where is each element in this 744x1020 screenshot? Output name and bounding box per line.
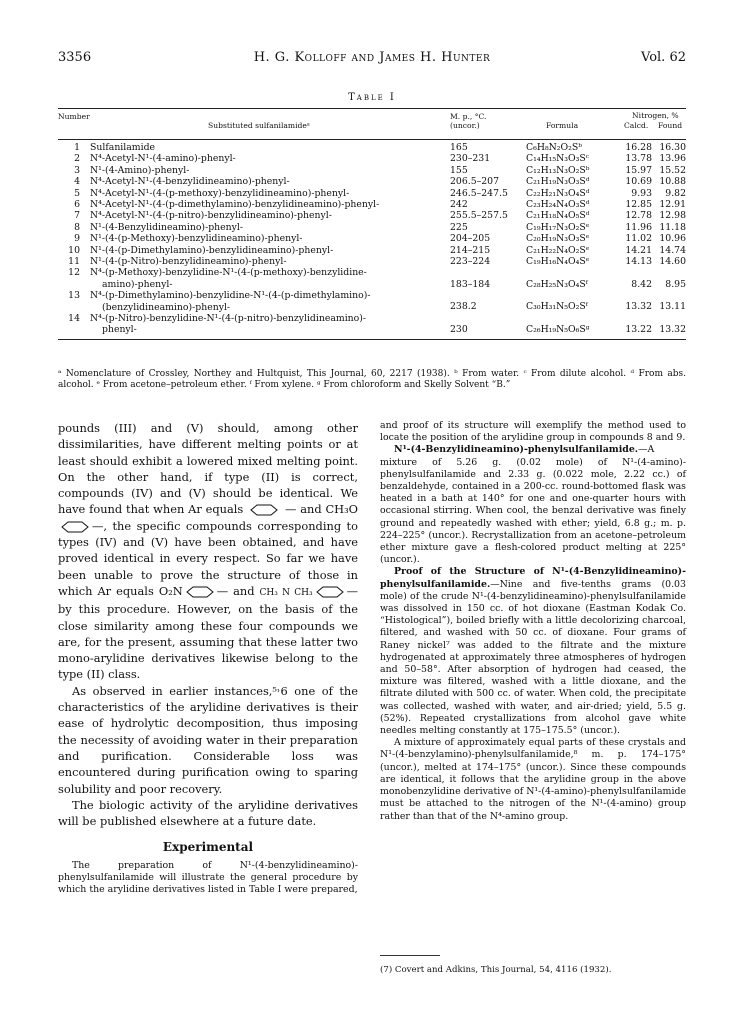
table-title: Table I — [348, 92, 396, 103]
paragraph: Proof of the Structure of N¹-(4-Benzylidineamino)-phenylsulfanilamide.—Nine and five-tenths grams (0.03 mole) of the crude N¹-(4-benzylidineamino)-phenylsulfanilamide was dissolved in 150 cc. of hot dioxane (Eastman Kodak Co. “Histological”), boiled briefly with a little decolorizing charcoal, filtered, and washed with 50 cc. of dioxane. Four grams of Raney nickel⁷ was added to the filtrate and the mixture hydrogenated at approximately three atmospheres of hydrogen and 50–58°. After absorption of hydrogen had ceased, the mixture was filtered, washed with a little dioxane, and the filtrate diluted with 500 cc. of water. When cold, the precipitate was collected, washed with water, and air-dried; yield, 5.5 g. (52%). Repeated crystallizations from alcohol gave white needles melting constantly at 175–175.5° (uncor.). — [380, 566, 686, 737]
table-row — [58, 142, 686, 153]
cell-mp: 165 — [450, 142, 468, 153]
paragraph: N¹-(4-Benzylidineamino)-phenylsulfanilamide.—A mixture of 5.26 g. (0.02 mole) of N¹-(4-amino)-phenylsulfanilamide and 2.33 g. (0.022 mole, 2.22 cc.) of benzaldehyde, contained in a 200-cc. round-bottomed flask was heated in a bath at 140° for one and one-quarter hours with occasional stirring. When cool, the benzal derivative was finely ground and repeatedly washed with ether; yield, 6.8 g.; m. p. 224–225° (uncor.). Recrystallization from an acetone–petroleum ether mixture gave a flesh-colored product melting at 225° (uncor.). — [380, 444, 686, 566]
col-number: Number — [58, 112, 90, 121]
cell-found: 9.82 — [665, 187, 686, 199]
col-substituted: Substituted sulfanilamideᵃ — [208, 121, 310, 130]
compound-name: N⁴-Acetyl-N¹-(4-(p-nitro)-benzylidineamino)-phenyl- — [90, 210, 332, 222]
cell-formula: C₂₀H₁₉N₃O₃Sᵉ — [526, 233, 590, 245]
cell-calcd: 11.96 — [625, 221, 652, 233]
compound-name: N⁴-(p-Nitro)-benzylidine-N¹-(4-(p-nitro)-benzylidineamino)- phenyl- — [90, 312, 367, 336]
paragraph: pounds (III) and (V) should, among other dissimilarities, have different melting points or at least should exhibit a lowered mixed melting point. On the other hand, if type (II) is correct, compounds (IV) and (V) should be identical. We have found that when Ar equals — and CH₃O—, the specific compounds corresponding to types (IV) and (V) have been obtained, and have proved identical in every respect. So far we have been unable to prove the structure of those in which Ar equals O₂N — and CH₃ N CH₃ — by this procedure. However, on the basis of the close similarity among these four compounds we are, for the present, assuming that these latter two mono-arylidine derivatives likewise belong to the type (II) class. — [58, 421, 359, 682]
compound-name: Sulfanilamide — [90, 142, 156, 153]
table-row — [58, 153, 686, 164]
table-row — [58, 313, 686, 336]
cell-found: 13.11 — [659, 301, 686, 313]
row-number: 2 — [74, 153, 80, 165]
row-number: 4 — [74, 176, 80, 188]
cell-formula: C₁₉H₁₇N₃O₂Sᵉ — [526, 221, 590, 233]
cell-formula: C₂₈H₂₅N₃O₄Sᶠ — [526, 278, 588, 290]
cell-mp: 225 — [450, 221, 468, 233]
right-column — [380, 420, 686, 823]
page-header — [58, 50, 686, 68]
col-found: Found — [658, 121, 683, 130]
cell-found: 8.95 — [665, 278, 686, 290]
compound-table — [58, 108, 686, 340]
table-row — [58, 233, 686, 244]
col-nitrogen: Nitrogen, % — [632, 111, 679, 120]
row-number: 1 — [74, 142, 80, 153]
subheading: Proof of the Structure of N¹-(4-Benzylidineamino)-phenylsulfanilamide. — [380, 566, 686, 590]
table-row — [58, 222, 686, 233]
table-row — [58, 245, 686, 256]
cell-found: 14.74 — [659, 244, 686, 256]
cell-calcd: 9.93 — [631, 187, 652, 199]
benzene-ring-icon — [183, 586, 217, 598]
cell-found: 10.96 — [659, 233, 686, 245]
col-calcd: Calcd. — [624, 121, 649, 130]
table-header — [58, 109, 686, 139]
cell-found: 10.88 — [659, 176, 686, 188]
row-number: 3 — [74, 164, 80, 176]
compound-name: N⁴-(p-Dimethylamino)-benzylidine-N¹-(4-(p-dimethylamino)- (benzylidineamino)-phenyl- — [90, 290, 371, 313]
cell-formula: C₂₁H₁₈N₄O₅Sᵈ — [526, 210, 590, 222]
cell-calcd: 16.28 — [625, 142, 652, 153]
compound-name: N¹-(4-(p-Methoxy)-benzylidineamino)-phenyl- — [90, 233, 303, 245]
cell-calcd: 13.78 — [625, 153, 652, 165]
compound-name: N¹-(4-Amino)-phenyl- — [90, 164, 190, 176]
cell-mp: 238.2 — [450, 301, 477, 313]
paragraph: As observed in earlier instances,⁵˒6 one of the characteristics of the arylidine derivatives is their ease of hydrolytic decomposition, thus imposing the necessity of avoiding water in their preparation and purification. Considerable loss was encountered during purification owing to sparing solubility and poor recovery. — [58, 683, 358, 796]
table-body — [58, 142, 686, 336]
cell-mp: 230 — [450, 324, 468, 336]
cell-formula: C₆H₈N₂O₂Sᵇ — [526, 142, 582, 153]
compound-name: N⁴-Acetyl-N¹-(4-benzylidineamino)-phenyl- — [90, 176, 290, 188]
table-row — [58, 267, 686, 290]
paragraph: The preparation of N¹-(4-benzylidineamino)-phenylsulfanilamide will illustrate the general procedure by which the arylidine derivatives listed in Table I were prepared, — [58, 859, 358, 896]
table-row — [58, 176, 686, 187]
compound-name: N¹-(4-(p-Dimethylamino)-benzylidineamino)-phenyl- — [90, 244, 334, 256]
cell-calcd: 14.13 — [625, 255, 652, 267]
cell-formula: C₃₀H₃₁N₅O₂Sᶠ — [526, 301, 588, 313]
compound-name: N⁴-Acetyl-N¹-(4-amino)-phenyl- — [90, 153, 236, 165]
cell-formula: C₂₆H₁₉N₅O₆Sᵍ — [526, 324, 590, 336]
paragraph: A mixture of approximately equal parts of these crystals and N¹-(4-benzylamino)-phenylsulfanilamide,⁸ m. p. 174–175° (uncor.), melted at 174–175° (uncor.). Since these compounds are identical, it follows that the arylidine group in the above monobenzylidine derivative of N¹-(4-amino)-phenylsulfanilamide must be attached to the nitrogen of the N¹-(4-amino) group rather than that of the N⁴-amino group. — [380, 737, 686, 822]
table-row — [58, 256, 686, 267]
paragraph: and proof of its structure will exemplify the method used to locate the position of the arylidine group in compounds 8 and 9. — [380, 420, 686, 444]
cell-calcd: 14.21 — [625, 244, 652, 256]
benzene-ring-icon — [313, 586, 347, 598]
table-row — [58, 165, 686, 176]
cell-formula: C₂₂H₂₁N₃O₄Sᵈ — [526, 187, 590, 199]
compound-name: N⁴-Acetyl-N¹-(4-(p-dimethylamino)-benzylidineamino)-phenyl- — [90, 198, 380, 210]
left-column — [58, 420, 358, 896]
cell-mp: 204–205 — [450, 233, 491, 245]
cell-found: 11.18 — [659, 221, 686, 233]
cell-mp: 206.5–207 — [450, 176, 500, 188]
benzene-ring-icon — [58, 521, 92, 533]
row-number: 9 — [74, 233, 80, 245]
compound-name: N⁴-(p-Methoxy)-benzylidine-N¹-(4-(p-methoxy)-benzylidine- amino)-phenyl- — [90, 267, 367, 290]
subheading: N¹-(4-Benzylidineamino)-phenylsulfanilamide. — [394, 444, 639, 456]
cell-found: 13.96 — [659, 153, 686, 165]
row-number: 10 — [68, 244, 80, 256]
reference-divider — [380, 955, 440, 956]
cell-mp: 255.5–257.5 — [450, 210, 508, 222]
cell-formula: C₁₂H₁₃N₃O₂Sᵇ — [526, 164, 590, 176]
section-heading: Experimental — [162, 840, 254, 855]
cell-formula: C₁₄H₁₅N₃O₃Sᶜ — [526, 153, 589, 165]
row-number: 13 — [68, 290, 80, 302]
table-row — [58, 290, 686, 313]
col-mp: M. p., °C. (uncor.) — [450, 112, 487, 130]
cell-mp: 230–231 — [450, 153, 491, 165]
cell-mp: 183–184 — [450, 278, 491, 290]
table-row — [58, 210, 686, 221]
cell-found: 12.98 — [659, 210, 686, 222]
cell-formula: C₂₁H₁₉N₃O₃Sᵈ — [526, 176, 590, 188]
cell-calcd: 10.69 — [625, 176, 652, 188]
table-row — [58, 188, 686, 199]
compound-name: N⁴-Acetyl-N¹-(4-(p-methoxy)-benzylidineamino)-phenyl- — [90, 187, 350, 199]
cell-calcd: 12.78 — [625, 210, 652, 222]
cell-found: 16.30 — [659, 142, 686, 153]
cell-formula: C₂₁H₂₂N₄O₂Sᵉ — [526, 244, 590, 256]
cell-found: 13.32 — [659, 324, 686, 336]
cell-mp: 214–215 — [450, 244, 491, 256]
row-number: 11 — [68, 255, 80, 267]
benzene-ring-icon — [247, 504, 281, 516]
cell-calcd: 12.85 — [625, 198, 652, 210]
cell-found: 12.91 — [659, 198, 686, 210]
cell-found: 14.60 — [659, 255, 686, 267]
row-number: 6 — [74, 198, 80, 210]
compound-name: N¹-(4-(p-Nitro)-benzylidineamino)-phenyl- — [90, 255, 287, 267]
row-number: 8 — [74, 221, 80, 233]
cell-formula: C₂₃H₂₄N₄O₃Sᵈ — [526, 198, 590, 210]
table-footnote: ᵃ Nomenclature of Crossley, Northey and Hultquist, This Journal, 60, 2217 (1938). ᵇ From water. ᶜ From dilute alcohol. ᵈ From abs. alcohol. ᵉ From acetone–petroleum ether. ᶠ From xylene. ᵍ From chloroform and Skelly Solvent “B.” — [58, 369, 686, 390]
cell-mp: 242 — [450, 198, 468, 210]
cell-calcd: 11.02 — [625, 233, 652, 245]
row-number: 7 — [74, 210, 80, 222]
row-number: 12 — [68, 267, 80, 279]
page-number: 3356 — [58, 50, 92, 65]
row-number: 5 — [74, 187, 80, 199]
row-number: 14 — [68, 312, 80, 324]
cell-calcd: 15.97 — [625, 164, 652, 176]
compound-name: N¹-(4-Benzylidineamino)-phenyl- — [90, 221, 243, 233]
volume-label: Vol. 62 — [641, 50, 686, 65]
cell-mp: 223–224 — [450, 255, 491, 267]
cell-mp: 246.5–247.5 — [450, 187, 508, 199]
table-row — [58, 199, 686, 210]
col-formula: Formula — [546, 121, 579, 130]
cell-mp: 155 — [450, 164, 468, 176]
cell-calcd: 13.32 — [625, 301, 652, 313]
cell-found: 15.52 — [659, 164, 686, 176]
running-authors: H. G. Kolloff and James H. Hunter — [253, 50, 491, 65]
cell-formula: C₁₉H₁₆N₄O₄Sᵉ — [526, 255, 590, 267]
reference: (7) Covert and Adkins, This Journal, 54, 4116 (1932). — [380, 965, 612, 975]
cell-calcd: 13.22 — [625, 324, 652, 336]
cell-calcd: 8.42 — [631, 278, 652, 290]
paragraph: The biologic activity of the arylidine derivatives will be published elsewhere at a future date. — [58, 797, 358, 829]
